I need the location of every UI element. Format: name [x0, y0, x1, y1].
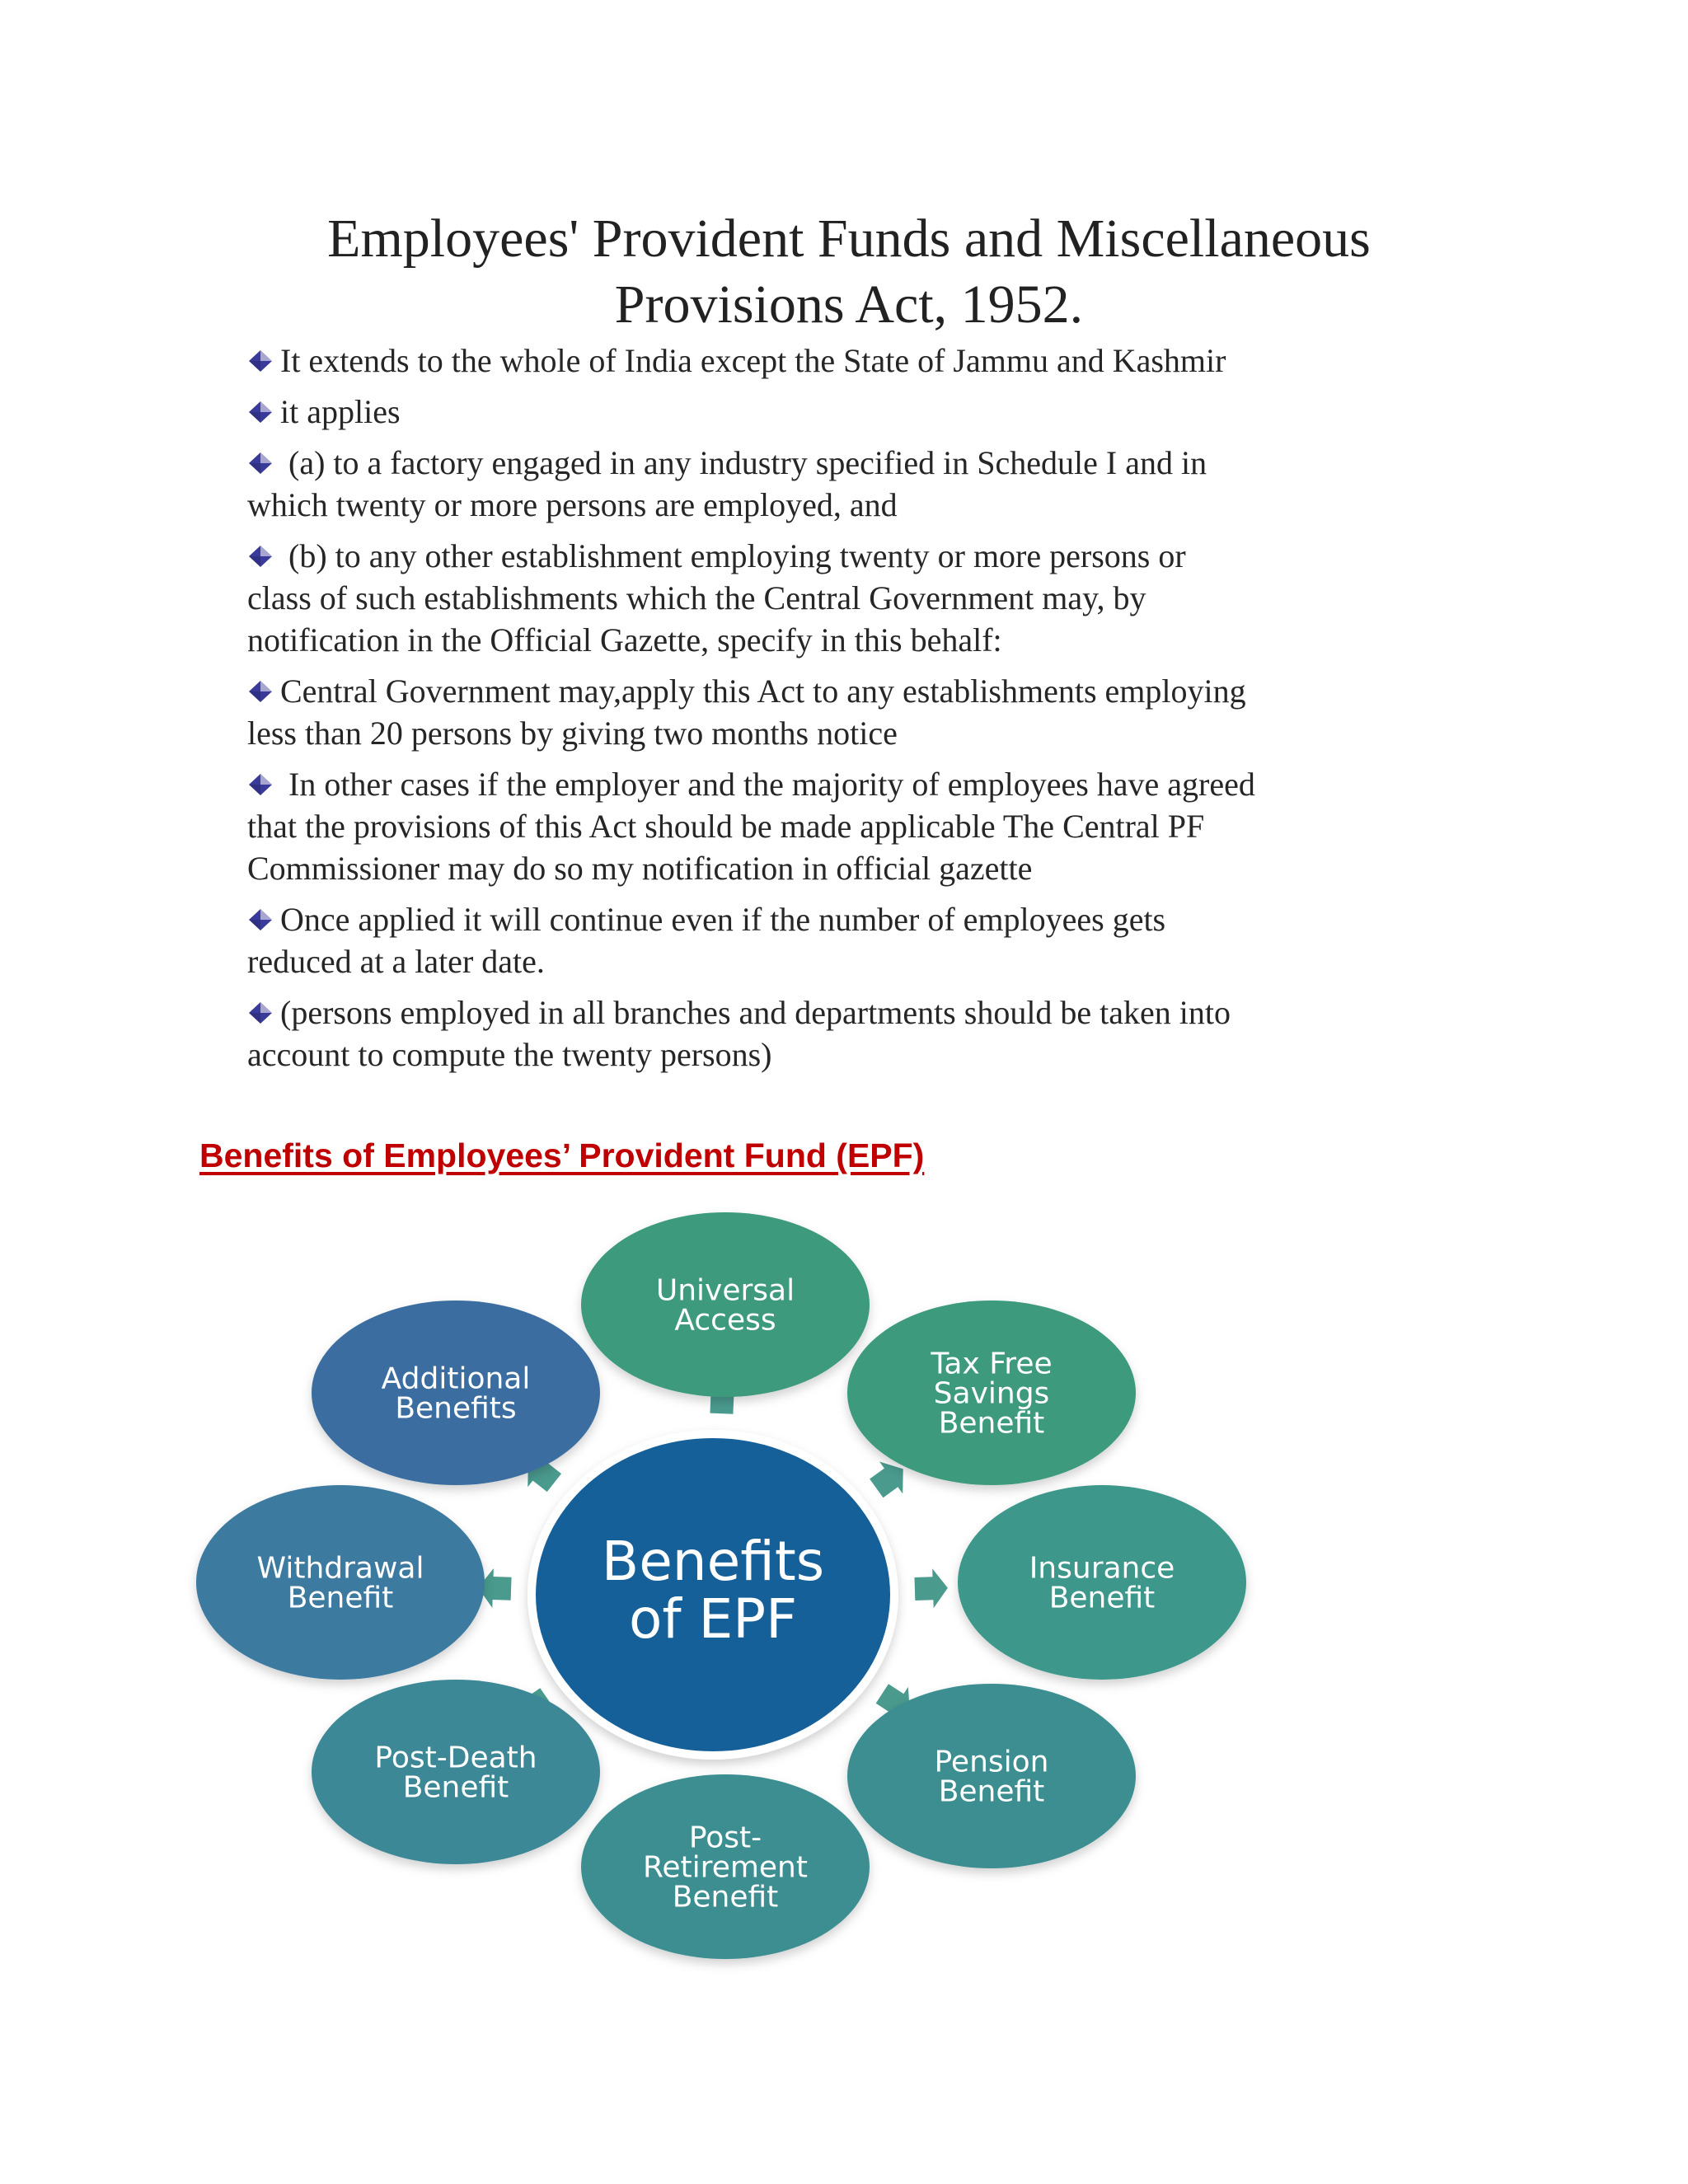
- act-bullet-line: that the provisions of this Act should be made applicable The Central PF: [247, 808, 1205, 845]
- benefit-node-label: Savings: [933, 1376, 1050, 1411]
- act-bullet-item: [247, 991, 1500, 1076]
- benefit-node-insurance: [958, 1485, 1246, 1680]
- benefit-node-label: Benefit: [287, 1581, 394, 1615]
- benefit-node-pension: [847, 1684, 1136, 1868]
- act-bullet-line: Commissioner may do so my notification in official gazette: [247, 850, 1033, 887]
- act-bullet-item: [247, 340, 1500, 382]
- benefit-node-label: Post-Death: [374, 1741, 537, 1775]
- diamond-bullet-icon: [247, 348, 274, 374]
- benefit-node-post-death: [312, 1680, 600, 1864]
- act-bullet-line: It extends to the whole of India except the State of Jammu and Kashmir: [280, 342, 1226, 379]
- benefit-node-label: Benefit: [672, 1880, 779, 1915]
- act-bullet-line: reduced at a later date.: [247, 943, 545, 980]
- act-bullet-item: [247, 391, 1500, 433]
- benefit-node-label: Benefit: [1048, 1581, 1156, 1615]
- act-bullet-item: [247, 535, 1500, 661]
- act-bullet-line: Once applied it will continue even if the number of employees gets: [280, 901, 1166, 938]
- benefit-node-label: Tax Free: [931, 1347, 1053, 1381]
- act-title-line-1: Employees' Provident Funds and Miscellaneous: [327, 209, 1371, 269]
- act-bullet-item: [247, 763, 1500, 889]
- act-bullet-line: (b) to any other establishment employing twenty or more persons or: [280, 537, 1186, 574]
- act-bullet-item: [247, 670, 1500, 754]
- act-bullet-line: class of such establishments which the Central Government may, by: [247, 579, 1146, 616]
- center-label: Benefits: [601, 1530, 825, 1593]
- act-bullet-list: [247, 340, 1500, 1085]
- benefit-node-label: Retirement: [643, 1850, 808, 1885]
- benefits-of-epf-center: [528, 1430, 898, 1760]
- act-bullet-line: Central Government may,apply this Act to any establishments employing: [280, 673, 1246, 710]
- benefit-node-tax-free-savings: [847, 1301, 1136, 1485]
- benefit-node-additional: [312, 1301, 600, 1485]
- benefit-node-label: Access: [674, 1303, 776, 1338]
- benefit-node-label: Benefits: [395, 1391, 517, 1426]
- act-bullet-item: [247, 442, 1500, 526]
- act-title-line-2: Provisions Act, 1952.: [614, 274, 1084, 335]
- benefit-node-label: Universal: [655, 1273, 795, 1308]
- benefit-node-label: Benefit: [402, 1770, 509, 1805]
- center-label: of EPF: [628, 1587, 798, 1651]
- diamond-bullet-icon: [247, 399, 274, 425]
- act-bullet-line: (persons employed in all branches and departments should be taken into: [280, 994, 1231, 1031]
- benefit-node-label: Benefit: [938, 1774, 1045, 1809]
- act-bullet-line: which twenty or more persons are employed, and: [247, 486, 898, 523]
- act-bullet-line: (a) to a factory engaged in any industry specified in Schedule I and in: [280, 444, 1207, 481]
- benefit-node-label: Post-: [688, 1821, 762, 1855]
- benefit-node-label: Benefit: [938, 1406, 1045, 1441]
- benefit-node-label: Insurance: [1029, 1551, 1175, 1586]
- benefit-node-label: Withdrawal: [256, 1551, 424, 1586]
- act-bullet-line: less than 20 persons by giving two months notice: [247, 715, 898, 752]
- benefit-node-label: Additional: [381, 1361, 531, 1396]
- benefit-node-post-retirement: [581, 1774, 870, 1959]
- diamond-bullet-icon: [247, 678, 274, 705]
- diamond-bullet-icon: [247, 1000, 274, 1026]
- benefit-node-label: Pension: [934, 1745, 1049, 1779]
- act-title: [206, 206, 1492, 338]
- diamond-bullet-icon: [247, 450, 274, 476]
- act-bullet-line: In other cases if the employer and the majority of employees have agreed: [280, 766, 1255, 803]
- act-bullet-line: it applies: [280, 393, 401, 430]
- diamond-bullet-icon: [247, 907, 274, 933]
- diamond-bullet-icon: [247, 543, 274, 569]
- act-bullet-item: [247, 898, 1500, 982]
- connector-arrow-icon: [914, 1568, 948, 1609]
- benefit-node-withdrawal: [196, 1485, 485, 1680]
- act-bullet-line: notification in the Official Gazette, specify in this behalf:: [247, 621, 1002, 658]
- benefit-node-universal-access: [581, 1212, 870, 1397]
- benefits-heading: Benefits of Employees’ Provident Fund (EPF): [199, 1137, 925, 1174]
- diamond-bullet-icon: [247, 771, 274, 798]
- act-bullet-line: account to compute the twenty persons): [247, 1036, 772, 1073]
